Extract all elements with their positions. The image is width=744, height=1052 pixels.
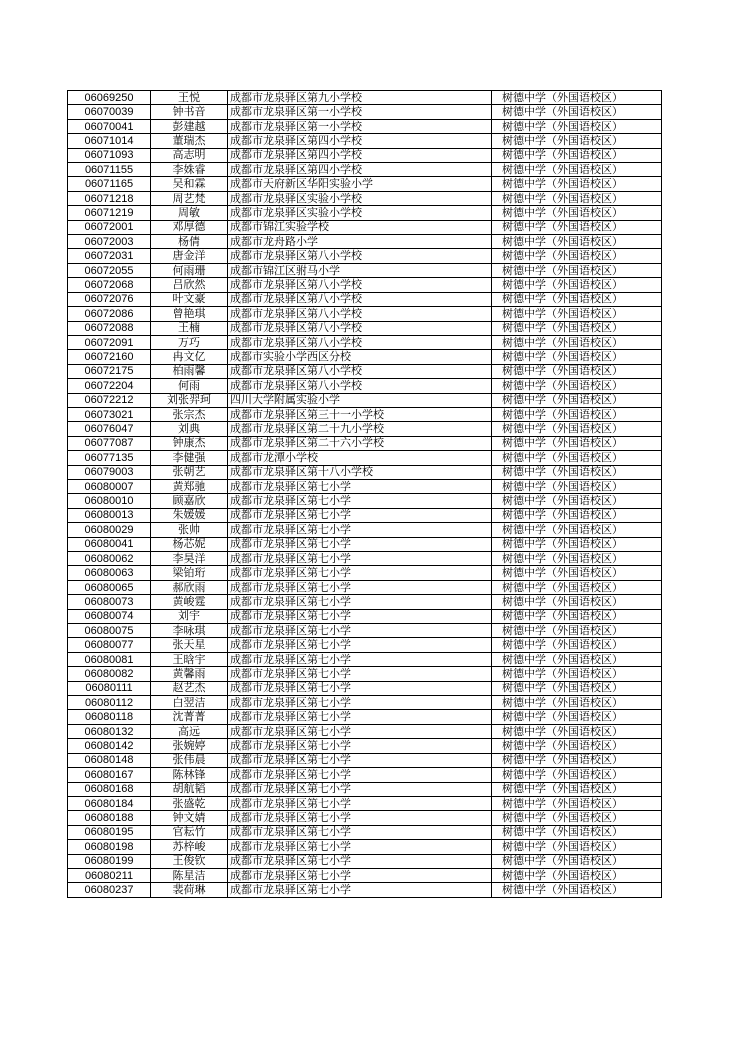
primary-school-cell: 成都市龙泉驿区第四小学校 [228, 163, 492, 177]
table-row [68, 739, 662, 753]
student-id-cell: 06072076 [68, 292, 151, 306]
primary-school-cell: 成都市龙泉驿区第三十一小学校 [228, 407, 492, 421]
student-id-cell: 06080077 [68, 638, 151, 652]
student-name-cell: 赵艺杰 [151, 681, 228, 695]
student-id-cell: 06080237 [68, 883, 151, 897]
primary-school-cell: 成都市龙泉驿区第八小学校 [228, 278, 492, 292]
table-row [68, 292, 662, 306]
student-id-cell: 06071093 [68, 148, 151, 162]
student-name-cell: 钟书音 [151, 105, 228, 119]
primary-school-cell: 成都市龙泉驿区第七小学 [228, 782, 492, 796]
primary-school-cell: 四川大学附属实验小学 [228, 393, 492, 407]
table-row [68, 479, 662, 493]
admitted-school-cell: 树德中学（外国语校区） [492, 465, 662, 479]
student-name-cell: 黄峻霆 [151, 595, 228, 609]
table-row [68, 782, 662, 796]
admitted-school-cell: 树德中学（外国语校区） [492, 724, 662, 738]
student-id-cell: 06080007 [68, 479, 151, 493]
admitted-school-cell: 树德中学（外国语校区） [492, 436, 662, 450]
admitted-school-cell: 树德中学（外国语校区） [492, 278, 662, 292]
table-row [68, 177, 662, 191]
student-id-cell: 06080211 [68, 868, 151, 882]
primary-school-cell: 成都市龙泉驿区第七小学 [228, 479, 492, 493]
admitted-school-cell: 树德中学（外国语校区） [492, 321, 662, 335]
admitted-school-cell: 树德中学（外国语校区） [492, 667, 662, 681]
student-id-cell: 06080142 [68, 739, 151, 753]
student-name-cell: 顾嘉欣 [151, 494, 228, 508]
student-id-cell: 06077087 [68, 436, 151, 450]
student-id-cell: 06071219 [68, 206, 151, 220]
table-row [68, 638, 662, 652]
student-name-cell: 曾艳琪 [151, 307, 228, 321]
student-name-cell: 冉文亿 [151, 350, 228, 364]
primary-school-cell: 成都市龙泉驿区第一小学校 [228, 119, 492, 133]
primary-school-cell: 成都市龙泉驿区第七小学 [228, 609, 492, 623]
primary-school-cell: 成都市龙泉驿区第七小学 [228, 523, 492, 537]
student-name-cell: 裴荷琳 [151, 883, 228, 897]
student-name-cell: 李姝睿 [151, 163, 228, 177]
table-row [68, 206, 662, 220]
student-name-cell: 吕欣然 [151, 278, 228, 292]
admitted-school-cell: 树德中学（外国语校区） [492, 552, 662, 566]
admitted-school-cell: 树德中学（外国语校区） [492, 696, 662, 710]
student-name-cell: 周敏 [151, 206, 228, 220]
student-id-cell: 06080065 [68, 580, 151, 594]
admitted-school-cell: 树德中学（外国语校区） [492, 638, 662, 652]
student-id-cell: 06080167 [68, 768, 151, 782]
student-id-cell: 06071014 [68, 134, 151, 148]
primary-school-cell: 成都市龙泉驿区第八小学校 [228, 379, 492, 393]
admitted-school-cell: 树德中学（外国语校区） [492, 249, 662, 263]
student-name-cell: 黄郑驰 [151, 479, 228, 493]
student-id-cell: 06069250 [68, 91, 151, 105]
student-id-cell: 06072055 [68, 263, 151, 277]
student-id-cell: 06072091 [68, 335, 151, 349]
primary-school-cell: 成都市龙泉驿区第七小学 [228, 840, 492, 854]
student-name-cell: 朱媛媛 [151, 508, 228, 522]
primary-school-cell: 成都市龙泉驿区第七小学 [228, 652, 492, 666]
admitted-school-cell: 树德中学（外国语校区） [492, 739, 662, 753]
table-row [68, 724, 662, 738]
student-id-cell: 06080118 [68, 710, 151, 724]
table-row [68, 422, 662, 436]
student-id-cell: 06080184 [68, 796, 151, 810]
admitted-school-cell: 树德中学（外国语校区） [492, 220, 662, 234]
primary-school-cell: 成都市龙泉驿区第七小学 [228, 739, 492, 753]
student-name-cell: 沈菁菁 [151, 710, 228, 724]
student-name-cell: 张天星 [151, 638, 228, 652]
admitted-school-cell: 树德中学（外国语校区） [492, 307, 662, 321]
admitted-school-cell: 树德中学（外国语校区） [492, 537, 662, 551]
primary-school-cell: 成都市龙泉驿区实验小学校 [228, 191, 492, 205]
table-row [68, 667, 662, 681]
primary-school-cell: 成都市龙泉驿区第七小学 [228, 710, 492, 724]
student-id-cell: 06080198 [68, 840, 151, 854]
admitted-school-cell: 树德中学（外国语校区） [492, 91, 662, 105]
table-body [68, 91, 662, 898]
table-row [68, 321, 662, 335]
admitted-school-cell: 树德中学（外国语校区） [492, 508, 662, 522]
student-id-cell: 06080082 [68, 667, 151, 681]
table-row [68, 436, 662, 450]
primary-school-cell: 成都市龙泉驿区第七小学 [228, 508, 492, 522]
admitted-school-cell: 树德中学（外国语校区） [492, 595, 662, 609]
admitted-school-cell: 树德中学（外国语校区） [492, 105, 662, 119]
primary-school-cell: 成都市龙舟路小学 [228, 235, 492, 249]
table-row [68, 220, 662, 234]
student-name-cell: 何雨 [151, 379, 228, 393]
student-name-cell: 杨倩 [151, 235, 228, 249]
table-row [68, 307, 662, 321]
table-row [68, 552, 662, 566]
primary-school-cell: 成都市龙泉驿区第七小学 [228, 724, 492, 738]
student-id-cell: 06080013 [68, 508, 151, 522]
student-name-cell: 王俊钦 [151, 854, 228, 868]
primary-school-cell: 成都市龙泉驿区第七小学 [228, 638, 492, 652]
student-name-cell: 黄馨雨 [151, 667, 228, 681]
student-name-cell: 张伟晨 [151, 753, 228, 767]
student-id-cell: 06080132 [68, 724, 151, 738]
table-row [68, 840, 662, 854]
student-name-cell: 陈林锋 [151, 768, 228, 782]
student-id-cell: 06080075 [68, 624, 151, 638]
student-name-cell: 刘宇 [151, 609, 228, 623]
table-row [68, 796, 662, 810]
student-name-cell: 张宗杰 [151, 407, 228, 421]
primary-school-cell: 成都市龙泉驿区第七小学 [228, 595, 492, 609]
table-row [68, 883, 662, 897]
table-row [68, 191, 662, 205]
primary-school-cell: 成都市龙泉驿区第八小学校 [228, 307, 492, 321]
admitted-school-cell: 树德中学（外国语校区） [492, 840, 662, 854]
student-name-cell: 李昊洋 [151, 552, 228, 566]
primary-school-cell: 成都市龙泉驿区第八小学校 [228, 364, 492, 378]
table-row [68, 854, 662, 868]
student-id-cell: 06072031 [68, 249, 151, 263]
student-id-cell: 06072088 [68, 321, 151, 335]
primary-school-cell: 成都市龙泉驿区第七小学 [228, 552, 492, 566]
student-name-cell: 唐金洋 [151, 249, 228, 263]
table-row [68, 465, 662, 479]
student-id-cell: 06080074 [68, 609, 151, 623]
student-name-cell: 吴和霖 [151, 177, 228, 191]
student-name-cell: 郝欣雨 [151, 580, 228, 594]
table-row [68, 825, 662, 839]
student-id-cell: 06080168 [68, 782, 151, 796]
table-row [68, 407, 662, 421]
admitted-school-cell: 树德中学（外国语校区） [492, 119, 662, 133]
primary-school-cell: 成都市锦江实验学校 [228, 220, 492, 234]
table-row [68, 451, 662, 465]
student-id-cell: 06080188 [68, 811, 151, 825]
student-id-cell: 06072175 [68, 364, 151, 378]
student-id-cell: 06080073 [68, 595, 151, 609]
table-row [68, 263, 662, 277]
primary-school-cell: 成都市龙泉驿区第七小学 [228, 667, 492, 681]
primary-school-cell: 成都市龙泉驿区第七小学 [228, 868, 492, 882]
admitted-school-cell: 树德中学（外国语校区） [492, 710, 662, 724]
table-row [68, 566, 662, 580]
student-id-cell: 06072001 [68, 220, 151, 234]
student-id-cell: 06080111 [68, 681, 151, 695]
student-id-cell: 06080062 [68, 552, 151, 566]
student-id-cell: 06080199 [68, 854, 151, 868]
primary-school-cell: 成都市龙泉驿区第七小学 [228, 883, 492, 897]
admitted-school-cell: 树德中学（外国语校区） [492, 364, 662, 378]
table-row [68, 753, 662, 767]
student-id-cell: 06072204 [68, 379, 151, 393]
admitted-school-cell: 树德中学（外国语校区） [492, 868, 662, 882]
student-name-cell: 苏梓峻 [151, 840, 228, 854]
primary-school-cell: 成都市龙泉驿区第八小学校 [228, 249, 492, 263]
student-id-cell: 06072086 [68, 307, 151, 321]
primary-school-cell: 成都市龙泉驿区第八小学校 [228, 292, 492, 306]
primary-school-cell: 成都市龙泉驿区第七小学 [228, 624, 492, 638]
primary-school-cell: 成都市龙泉驿区第七小学 [228, 796, 492, 810]
primary-school-cell: 成都市龙泉驿区第七小学 [228, 753, 492, 767]
student-name-cell: 高远 [151, 724, 228, 738]
table-row [68, 811, 662, 825]
table-row [68, 364, 662, 378]
primary-school-cell: 成都市龙泉驿区第十八小学校 [228, 465, 492, 479]
student-name-cell: 张帅 [151, 523, 228, 537]
admitted-school-cell: 树德中学（外国语校区） [492, 451, 662, 465]
admitted-school-cell: 树德中学（外国语校区） [492, 883, 662, 897]
primary-school-cell: 成都市龙泉驿区第七小学 [228, 580, 492, 594]
admitted-school-cell: 树德中学（外国语校区） [492, 523, 662, 537]
student-name-cell: 钟康杰 [151, 436, 228, 450]
admitted-school-cell: 树德中学（外国语校区） [492, 177, 662, 191]
primary-school-cell: 成都市龙泉驿区第七小学 [228, 854, 492, 868]
primary-school-cell: 成都市龙泉驿区第七小学 [228, 768, 492, 782]
table-row [68, 537, 662, 551]
student-name-cell: 周艺梵 [151, 191, 228, 205]
student-name-cell: 张朝艺 [151, 465, 228, 479]
table-row [68, 119, 662, 133]
student-id-cell: 06071155 [68, 163, 151, 177]
admitted-school-cell: 树德中学（外国语校区） [492, 206, 662, 220]
table-row [68, 148, 662, 162]
admitted-school-cell: 树德中学（外国语校区） [492, 235, 662, 249]
student-id-cell: 06080081 [68, 652, 151, 666]
student-name-cell: 王晗宇 [151, 652, 228, 666]
student-id-cell: 06077135 [68, 451, 151, 465]
table-row [68, 508, 662, 522]
admitted-school-cell: 树德中学（外国语校区） [492, 494, 662, 508]
student-name-cell: 杨芯妮 [151, 537, 228, 551]
table-row [68, 696, 662, 710]
admitted-school-cell: 树德中学（外国语校区） [492, 796, 662, 810]
table-row [68, 710, 662, 724]
primary-school-cell: 成都市龙泉驿区第四小学校 [228, 134, 492, 148]
student-name-cell: 柏雨馨 [151, 364, 228, 378]
primary-school-cell: 成都市龙泉驿区第二十六小学校 [228, 436, 492, 450]
table-row [68, 595, 662, 609]
student-id-cell: 06080148 [68, 753, 151, 767]
primary-school-cell: 成都市龙泉驿区第七小学 [228, 825, 492, 839]
table-row [68, 580, 662, 594]
primary-school-cell: 成都市龙泉驿区第八小学校 [228, 321, 492, 335]
student-name-cell: 张盛乾 [151, 796, 228, 810]
student-admission-table [67, 90, 662, 898]
primary-school-cell: 成都市实验小学西区分校 [228, 350, 492, 364]
primary-school-cell: 成都市龙泉驿区实验小学校 [228, 206, 492, 220]
student-id-cell: 06079003 [68, 465, 151, 479]
primary-school-cell: 成都市龙泉驿区第七小学 [228, 696, 492, 710]
student-name-cell: 高志明 [151, 148, 228, 162]
student-name-cell: 王悦 [151, 91, 228, 105]
student-name-cell: 董瑞杰 [151, 134, 228, 148]
table-row [68, 105, 662, 119]
admitted-school-cell: 树德中学（外国语校区） [492, 148, 662, 162]
primary-school-cell: 成都市天府新区华阳实验小学 [228, 177, 492, 191]
primary-school-cell: 成都市龙泉驿区第七小学 [228, 681, 492, 695]
student-name-cell: 邓厚德 [151, 220, 228, 234]
admitted-school-cell: 树德中学（外国语校区） [492, 782, 662, 796]
admitted-school-cell: 树德中学（外国语校区） [492, 768, 662, 782]
table-row [68, 393, 662, 407]
admitted-school-cell: 树德中学（外国语校区） [492, 566, 662, 580]
student-name-cell: 王楠 [151, 321, 228, 335]
student-id-cell: 06080041 [68, 537, 151, 551]
table-row [68, 350, 662, 364]
student-id-cell: 06072068 [68, 278, 151, 292]
primary-school-cell: 成都市龙泉驿区第七小学 [228, 494, 492, 508]
admitted-school-cell: 树德中学（外国语校区） [492, 811, 662, 825]
table-row [68, 163, 662, 177]
table-row [68, 278, 662, 292]
primary-school-cell: 成都市龙泉驿区第七小学 [228, 566, 492, 580]
admitted-school-cell: 树德中学（外国语校区） [492, 825, 662, 839]
primary-school-cell: 成都市龙泉驿区第九小学校 [228, 91, 492, 105]
admitted-school-cell: 树德中学（外国语校区） [492, 191, 662, 205]
student-name-cell: 彭建越 [151, 119, 228, 133]
student-id-cell: 06080063 [68, 566, 151, 580]
table-row [68, 335, 662, 349]
table-row [68, 134, 662, 148]
table-row [68, 379, 662, 393]
student-id-cell: 06070039 [68, 105, 151, 119]
primary-school-cell: 成都市龙泉驿区第七小学 [228, 811, 492, 825]
student-name-cell: 李健强 [151, 451, 228, 465]
primary-school-cell: 成都市锦江区驸马小学 [228, 263, 492, 277]
table-row [68, 235, 662, 249]
student-name-cell: 胡航韬 [151, 782, 228, 796]
admitted-school-cell: 树德中学（外国语校区） [492, 624, 662, 638]
admitted-school-cell: 树德中学（外国语校区） [492, 134, 662, 148]
student-name-cell: 万巧 [151, 335, 228, 349]
admitted-school-cell: 树德中学（外国语校区） [492, 580, 662, 594]
primary-school-cell: 成都市龙泉驿区第二十九小学校 [228, 422, 492, 436]
student-name-cell: 陈星洁 [151, 868, 228, 882]
student-name-cell: 何雨珊 [151, 263, 228, 277]
admitted-school-cell: 树德中学（外国语校区） [492, 350, 662, 364]
student-name-cell: 李咏琪 [151, 624, 228, 638]
primary-school-cell: 成都市龙泉驿区第八小学校 [228, 335, 492, 349]
student-name-cell: 白翌洁 [151, 696, 228, 710]
table-row [68, 868, 662, 882]
table-row [68, 523, 662, 537]
student-id-cell: 06072160 [68, 350, 151, 364]
table-row [68, 768, 662, 782]
student-name-cell: 官耘竹 [151, 825, 228, 839]
admitted-school-cell: 树德中学（外国语校区） [492, 854, 662, 868]
student-id-cell: 06071165 [68, 177, 151, 191]
student-id-cell: 06080112 [68, 696, 151, 710]
student-id-cell: 06073021 [68, 407, 151, 421]
primary-school-cell: 成都市龙泉驿区第七小学 [228, 537, 492, 551]
student-id-cell: 06080029 [68, 523, 151, 537]
admitted-school-cell: 树德中学（外国语校区） [492, 163, 662, 177]
student-name-cell: 梁铂珩 [151, 566, 228, 580]
admitted-school-cell: 树德中学（外国语校区） [492, 753, 662, 767]
student-name-cell: 钟文婧 [151, 811, 228, 825]
primary-school-cell: 成都市龙潭小学校 [228, 451, 492, 465]
student-id-cell: 06070041 [68, 119, 151, 133]
student-name-cell: 张婉婷 [151, 739, 228, 753]
admitted-school-cell: 树德中学（外国语校区） [492, 393, 662, 407]
student-id-cell: 06072212 [68, 393, 151, 407]
primary-school-cell: 成都市龙泉驿区第四小学校 [228, 148, 492, 162]
admitted-school-cell: 树德中学（外国语校区） [492, 652, 662, 666]
table-row [68, 624, 662, 638]
student-name-cell: 刘典 [151, 422, 228, 436]
table-row [68, 91, 662, 105]
primary-school-cell: 成都市龙泉驿区第一小学校 [228, 105, 492, 119]
student-id-cell: 06072003 [68, 235, 151, 249]
student-name-cell: 刘张羿珂 [151, 393, 228, 407]
admitted-school-cell: 树德中学（外国语校区） [492, 422, 662, 436]
admitted-school-cell: 树德中学（外国语校区） [492, 379, 662, 393]
student-id-cell: 06076047 [68, 422, 151, 436]
admitted-school-cell: 树德中学（外国语校区） [492, 335, 662, 349]
admitted-school-cell: 树德中学（外国语校区） [492, 681, 662, 695]
table-row [68, 609, 662, 623]
student-id-cell: 06071218 [68, 191, 151, 205]
student-id-cell: 06080010 [68, 494, 151, 508]
admitted-school-cell: 树德中学（外国语校区） [492, 263, 662, 277]
admitted-school-cell: 树德中学（外国语校区） [492, 609, 662, 623]
admitted-school-cell: 树德中学（外国语校区） [492, 292, 662, 306]
table-row [68, 681, 662, 695]
admitted-school-cell: 树德中学（外国语校区） [492, 479, 662, 493]
table-row [68, 249, 662, 263]
admitted-school-cell: 树德中学（外国语校区） [492, 407, 662, 421]
table-row [68, 652, 662, 666]
student-name-cell: 叶文豪 [151, 292, 228, 306]
student-id-cell: 06080195 [68, 825, 151, 839]
table-row [68, 494, 662, 508]
